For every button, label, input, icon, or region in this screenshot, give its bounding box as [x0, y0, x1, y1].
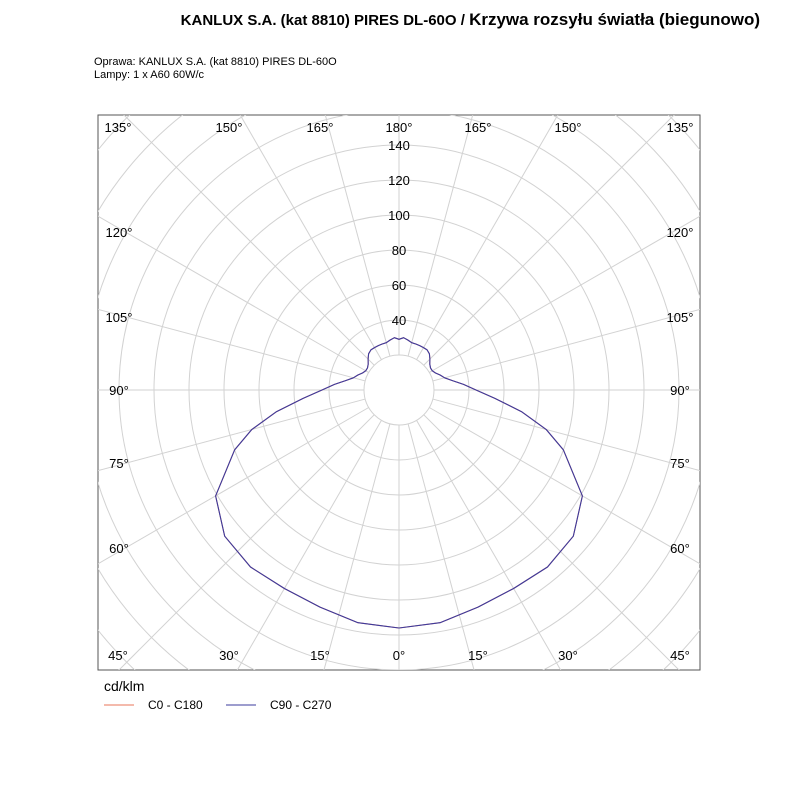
legend-label: C0 - C180	[148, 698, 203, 712]
title-curve-type: Krzywa rozsyłu światła (biegunowo)	[469, 10, 760, 29]
angle-label-left: 75°	[109, 456, 129, 471]
radial-tick-label: 120	[388, 173, 410, 188]
angle-label-bottom: 45°	[670, 648, 690, 663]
legend-label: C90 - C270	[270, 698, 332, 712]
angle-label-top: 135°	[104, 120, 132, 135]
radial-tick-label: 140	[388, 138, 410, 153]
angle-label-top: 165°	[464, 120, 492, 135]
angle-label-right: 120°	[666, 225, 694, 240]
angle-label-bottom: 45°	[108, 648, 128, 663]
radial-tick-label: 60	[391, 278, 407, 293]
radial-tick-label: 40	[391, 313, 407, 328]
angle-label-right: 90°	[670, 383, 690, 398]
angle-label-left: 90°	[109, 383, 129, 398]
lamp-info: Lampy: 1 x A60 60W/c	[94, 69, 205, 81]
radial-tick-label: 100	[388, 208, 410, 223]
angle-label-top: 150°	[215, 120, 243, 135]
angle-label-bottom: 30°	[219, 648, 239, 663]
legend	[104, 698, 332, 712]
angle-label-top: 135°	[666, 120, 694, 135]
angle-label-right: 105°	[666, 310, 694, 325]
angle-label-bottom: 0°	[392, 648, 406, 663]
unit-label: cd/klm	[104, 678, 145, 694]
title-luminaire: KANLUX S.A. (kat 8810) PIRES DL-60O /	[180, 12, 470, 29]
angle-label-top: 150°	[554, 120, 582, 135]
angle-label-top: 180°	[385, 120, 413, 135]
angle-label-left: 60°	[109, 541, 129, 556]
angle-label-bottom: 15°	[468, 648, 488, 663]
angle-label-right: 60°	[670, 541, 690, 556]
angle-label-left: 120°	[105, 225, 133, 240]
angle-label-right: 75°	[670, 456, 690, 471]
angle-label-bottom: 15°	[310, 648, 330, 663]
angle-label-left: 105°	[105, 310, 133, 325]
angle-label-top: 165°	[306, 120, 334, 135]
radial-tick-label: 80	[391, 243, 407, 258]
luminaire-info: Oprawa: KANLUX S.A. (kat 8810) PIRES DL-60O	[94, 56, 337, 68]
angle-label-bottom: 30°	[558, 648, 578, 663]
